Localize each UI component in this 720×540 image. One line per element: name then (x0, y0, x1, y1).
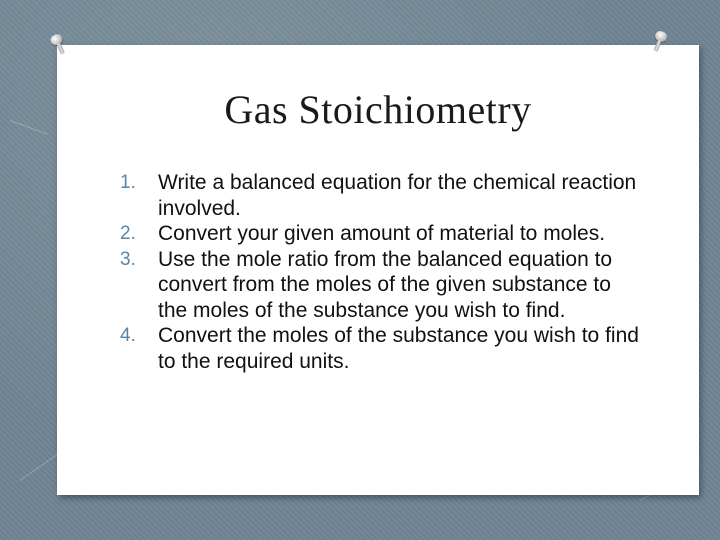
steps-list (120, 170, 640, 374)
step-text: Convert the moles of the substance you wish to find to the required units. (158, 324, 639, 373)
step-number: 2. (120, 223, 136, 244)
step-number: 4. (120, 325, 136, 346)
pushpin-shaft (654, 39, 662, 52)
step-item (120, 170, 640, 221)
step-text: Write a balanced equation for the chemical reaction involved. (158, 171, 637, 220)
step-item (120, 323, 640, 374)
step-item (120, 221, 640, 247)
step-text: Convert your given amount of material to moles. (158, 222, 606, 245)
step-item (120, 247, 640, 324)
step-number: 1. (120, 172, 136, 193)
slide-title: Gas Stoichiometry (224, 87, 532, 132)
step-text: Use the mole ratio from the balanced equation to convert from the moles of the given substance to the moles of the substance you wish to find. (158, 247, 613, 322)
pushpin-shaft (56, 42, 65, 55)
scratch-line (10, 120, 48, 135)
step-number: 3. (120, 248, 136, 270)
